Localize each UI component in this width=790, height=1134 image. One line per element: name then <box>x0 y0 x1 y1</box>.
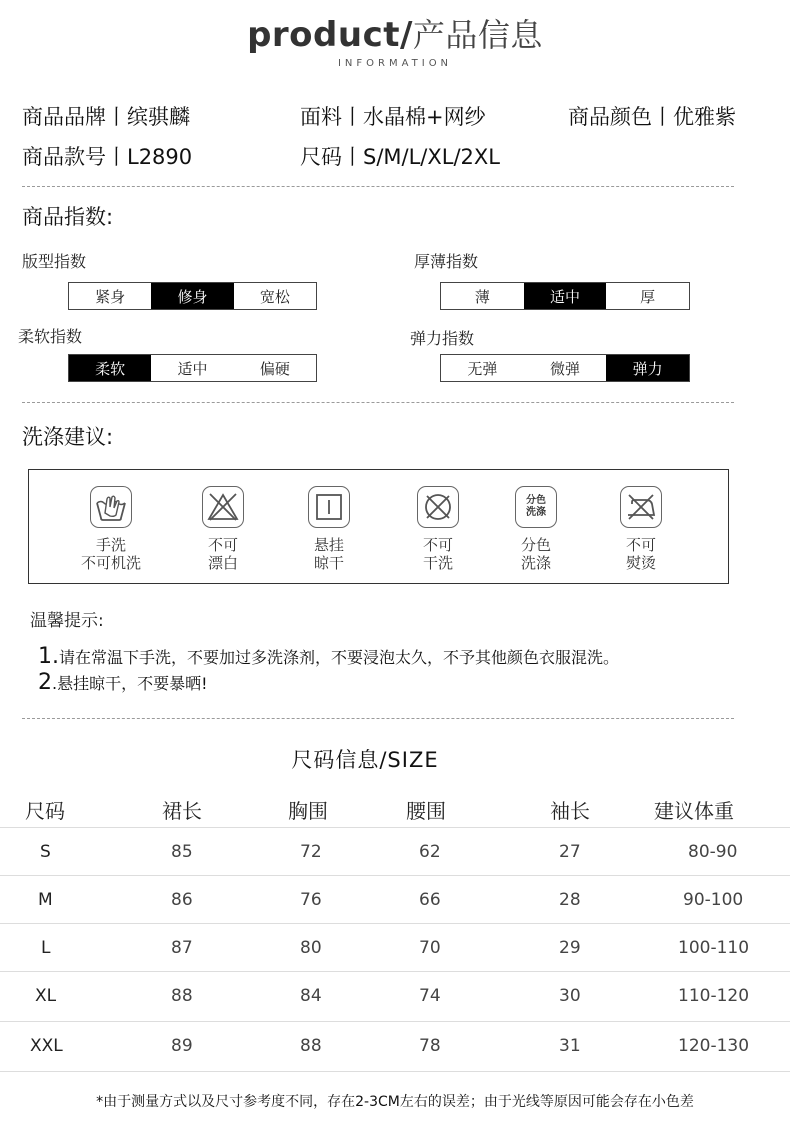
wash-item-text <box>185 536 261 572</box>
table-bottom-border <box>0 1071 790 1072</box>
attr-fabric: 面料丨水晶棉+网纱 <box>300 105 486 129</box>
separate-wash-icon <box>515 486 557 528</box>
divider <box>22 402 734 403</box>
icon-text-line: 洗涤 <box>526 507 546 518</box>
table-row <box>0 875 790 923</box>
hang-dry-icon <box>308 486 350 528</box>
wash-item <box>400 486 476 572</box>
wash-text-line: 不可 <box>625 536 656 554</box>
size-table-header <box>0 795 790 827</box>
tips-title: 温馨提示: <box>30 611 104 631</box>
tip-text: .悬挂晾干，不要暴晒! <box>52 674 208 693</box>
wash-item-text <box>400 536 476 572</box>
table-row <box>0 971 790 1019</box>
column-header: 建议体重 <box>654 799 734 823</box>
size-table-title: 尺码信息/SIZE <box>291 748 439 772</box>
tip-text: 请在常温下手洗，不要加过多洗涤剂，不要浸泡太久，不予其他颜色衣服混洗。 <box>59 648 620 667</box>
table-cell: 78 <box>419 1036 441 1056</box>
table-cell: 74 <box>419 986 441 1006</box>
table-cell: 89 <box>171 1036 193 1056</box>
table-cell: 27 <box>559 842 581 862</box>
wash-text-line: 洗涤 <box>520 554 551 572</box>
wash-item-text <box>73 536 149 572</box>
index-option: 宽松 <box>259 287 290 306</box>
wash-text-line: 不可机洗 <box>80 554 141 572</box>
wash-item-text <box>603 536 679 572</box>
wash-text-line: 晾干 <box>313 554 344 572</box>
table-cell: 28 <box>559 890 581 910</box>
wash-text-line: 干洗 <box>422 554 453 572</box>
index-option: 薄 <box>474 287 490 306</box>
table-cell: S <box>40 842 51 862</box>
page-title <box>0 10 790 56</box>
table-cell: 30 <box>559 986 581 1006</box>
attr-model: 商品款号丨L2890 <box>22 145 193 169</box>
table-cell: 70 <box>419 938 441 958</box>
title-en: product/ <box>247 15 413 55</box>
fit-index-label: 版型指数 <box>22 252 87 271</box>
page-header <box>0 10 790 69</box>
column-header: 裙长 <box>162 799 202 823</box>
wash-item-text <box>498 536 574 572</box>
table-cell: XXL <box>30 1036 63 1056</box>
table-cell: 72 <box>300 842 322 862</box>
table-cell: 90-100 <box>683 890 744 910</box>
table-cell: 86 <box>171 890 193 910</box>
tip-number: 2 <box>38 670 52 695</box>
softness-index-bar <box>68 354 317 382</box>
table-cell: 80 <box>300 938 322 958</box>
thickness-index-label: 厚薄指数 <box>414 252 479 271</box>
column-header: 胸围 <box>288 799 328 823</box>
elasticity-index-label: 弹力指数 <box>410 329 475 348</box>
index-option: 厚 <box>640 287 656 306</box>
fit-index-bar <box>68 282 317 310</box>
index-option: 适中 <box>524 283 607 309</box>
index-option: 微弹 <box>550 359 581 378</box>
index-option: 柔软 <box>69 355 151 381</box>
wash-text-line: 手洗 <box>95 536 126 554</box>
index-option: 偏硬 <box>259 359 290 378</box>
page-subtitle: INFORMATION <box>337 58 453 69</box>
wash-item-text <box>291 536 367 572</box>
no-bleach-icon <box>202 486 244 528</box>
wash-item <box>73 486 149 572</box>
table-row <box>0 923 790 971</box>
index-option: 无弹 <box>467 359 498 378</box>
table-cell: M <box>38 890 53 910</box>
wash-instructions-box <box>28 469 729 584</box>
table-row <box>0 827 790 875</box>
title-cn: 产品信息 <box>412 16 543 54</box>
wash-section-title: 洗涤建议: <box>22 425 114 449</box>
wash-item <box>291 486 367 572</box>
softness-index-label: 柔软指数 <box>18 327 83 346</box>
index-section-title: 商品指数: <box>22 205 114 229</box>
table-cell: 100-110 <box>678 938 750 958</box>
column-header: 袖长 <box>550 799 590 823</box>
elasticity-index-bar <box>440 354 690 382</box>
no-dry-clean-icon <box>417 486 459 528</box>
divider <box>22 186 734 187</box>
index-option: 弹力 <box>606 355 689 381</box>
footnote: *由于测量方式以及尺寸参考度不同，存在2-3CM左右的误差；由于光线等原因可能会存在小色差 <box>96 1094 694 1110</box>
wash-text-line: 熨烫 <box>625 554 656 572</box>
table-cell: 110-120 <box>678 986 750 1006</box>
table-cell: L <box>41 938 51 958</box>
table-cell: XL <box>35 986 57 1006</box>
attr-size: 尺码丨S/M/L/XL/2XL <box>300 145 500 169</box>
table-cell: 120-130 <box>678 1036 750 1056</box>
table-cell: 62 <box>419 842 441 862</box>
table-cell: 84 <box>300 986 322 1006</box>
hand-wash-icon <box>90 486 132 528</box>
wash-text-line: 漂白 <box>207 554 238 572</box>
table-cell: 85 <box>171 842 193 862</box>
tip-item <box>38 644 619 669</box>
table-row <box>0 1021 790 1069</box>
index-option: 修身 <box>151 283 233 309</box>
wash-item <box>498 486 574 572</box>
table-cell: 87 <box>171 938 193 958</box>
tip-item <box>38 670 208 695</box>
column-header: 尺码 <box>25 799 65 823</box>
wash-item <box>185 486 261 572</box>
icon-text-line: 分色 <box>526 495 546 506</box>
wash-text-line: 不可 <box>422 536 453 554</box>
attr-brand: 商品品牌丨缤骐麟 <box>22 105 190 129</box>
wash-item <box>603 486 679 572</box>
tip-number: 1. <box>38 644 59 669</box>
table-cell: 66 <box>419 890 441 910</box>
index-option: 紧身 <box>95 287 126 306</box>
table-cell: 29 <box>559 938 581 958</box>
no-iron-icon <box>620 486 662 528</box>
thickness-index-bar <box>440 282 690 310</box>
index-option: 适中 <box>177 359 208 378</box>
table-cell: 88 <box>300 1036 322 1056</box>
table-cell: 31 <box>559 1036 581 1056</box>
table-cell: 76 <box>300 890 322 910</box>
table-cell: 80-90 <box>688 842 738 862</box>
wash-text-line: 分色 <box>520 536 551 554</box>
column-header: 腰围 <box>406 799 446 823</box>
table-cell: 88 <box>171 986 193 1006</box>
divider <box>22 718 734 719</box>
separate-wash-icon-text <box>526 495 546 519</box>
wash-text-line: 不可 <box>207 536 238 554</box>
wash-text-line: 悬挂 <box>313 536 344 554</box>
attr-color: 商品颜色丨优雅紫 <box>568 105 736 129</box>
